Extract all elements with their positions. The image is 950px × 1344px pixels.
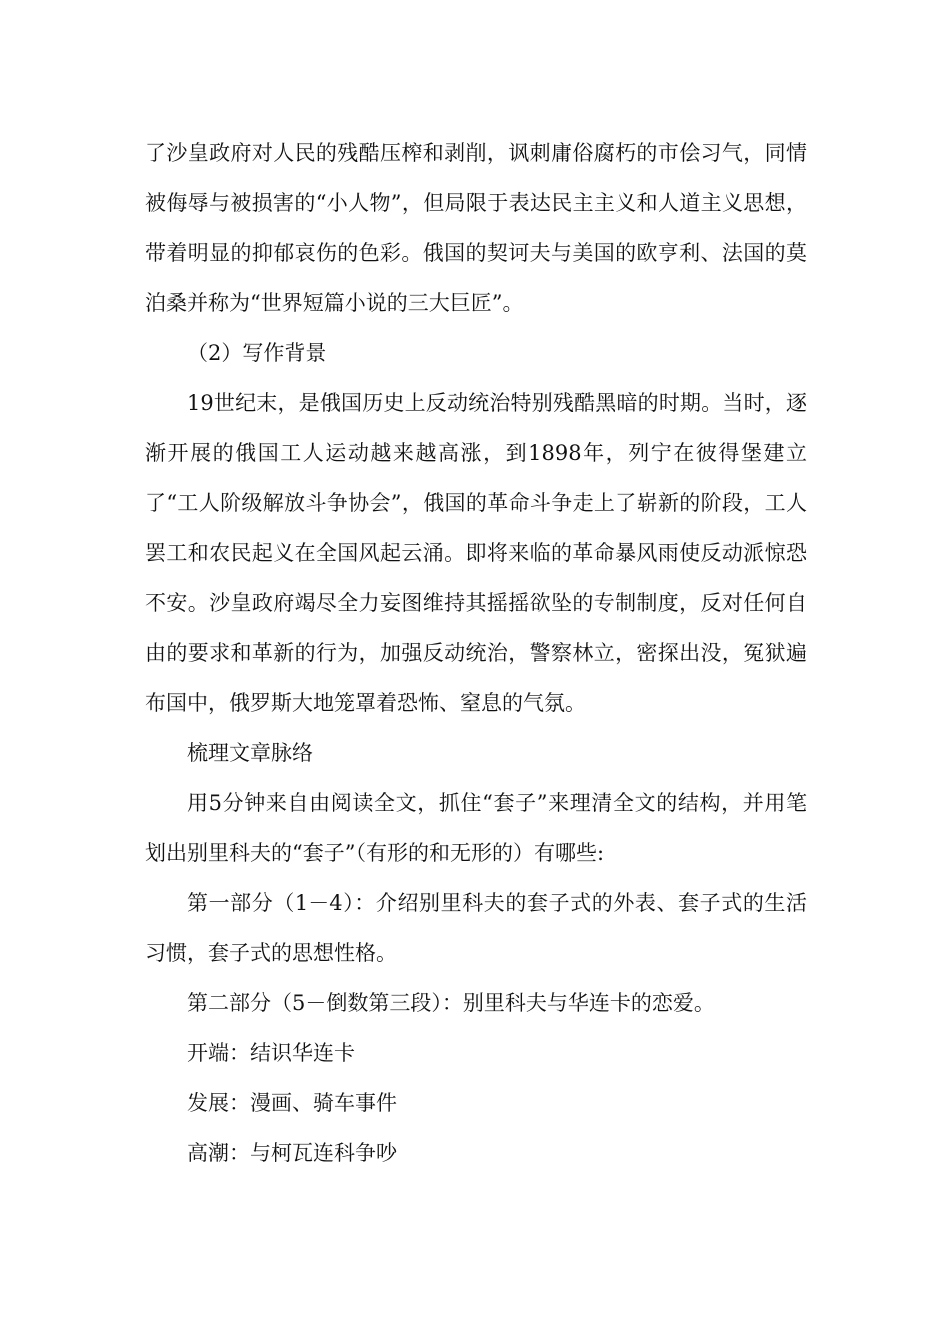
list-item-development: 发展：漫画、骑车事件 (187, 1091, 397, 1115)
heading-article-structure: 梳理文章脉络 (187, 741, 313, 765)
paragraph-author-intro-continued: 了沙皇政府对人民的残酷压榨和剥削，讽刺庸俗腐朽的市侩习气，同情被侮辱与被损害的“小人物”，但局限于表达民主主义和人道主义思想，带着明显的抑郁哀伤的色彩。俄国的契诃夫与美国的欧亨利、法国的莫泊桑并称为“世界短篇小说的三大巨匠”。 (145, 141, 807, 315)
document-body (145, 128, 807, 1178)
paragraph-part-two: 第二部分（5－倒数第三段）：别里科夫与华连卡的恋爱。 (187, 991, 715, 1015)
paragraph-writing-background: 19世纪末，是俄国历史上反动统治特别残酷黑暗的时期。当时，逐渐开展的俄国工人运动越来越高涨，到1898年，列宁在彼得堡建立了“工人阶级解放斗争协会”，俄国的革命斗争走上了崭新的阶段，工人罢工和农民起义在全国风起云涌。即将来临的革命暴风雨使反动派惊恐不安。沙皇政府竭尽全力妄图维持其摇摇欲坠的专制制度，反对任何自由的要求和革新的行为，加强反动统治，警察林立，密探出没，冤狱遍布国中，俄罗斯大地笼罩着恐怖、窒息的气氛。 (145, 391, 807, 715)
list-item-climax: 高潮：与柯瓦连科争吵 (187, 1141, 397, 1165)
list-item-beginning: 开端：结识华连卡 (187, 1041, 355, 1065)
heading-writing-background: （2）写作背景 (187, 341, 327, 365)
paragraph-reading-task: 用5分钟来自由阅读全文，抓住“套子”来理清全文的结构，并用笔划出别里科夫的“套子”（有形的和无形的）有哪些: (145, 791, 807, 865)
paragraph-part-one: 第一部分（1－4）：介绍别里科夫的套子式的外表、套子式的生活习惯，套子式的思想性格。 (145, 891, 807, 965)
